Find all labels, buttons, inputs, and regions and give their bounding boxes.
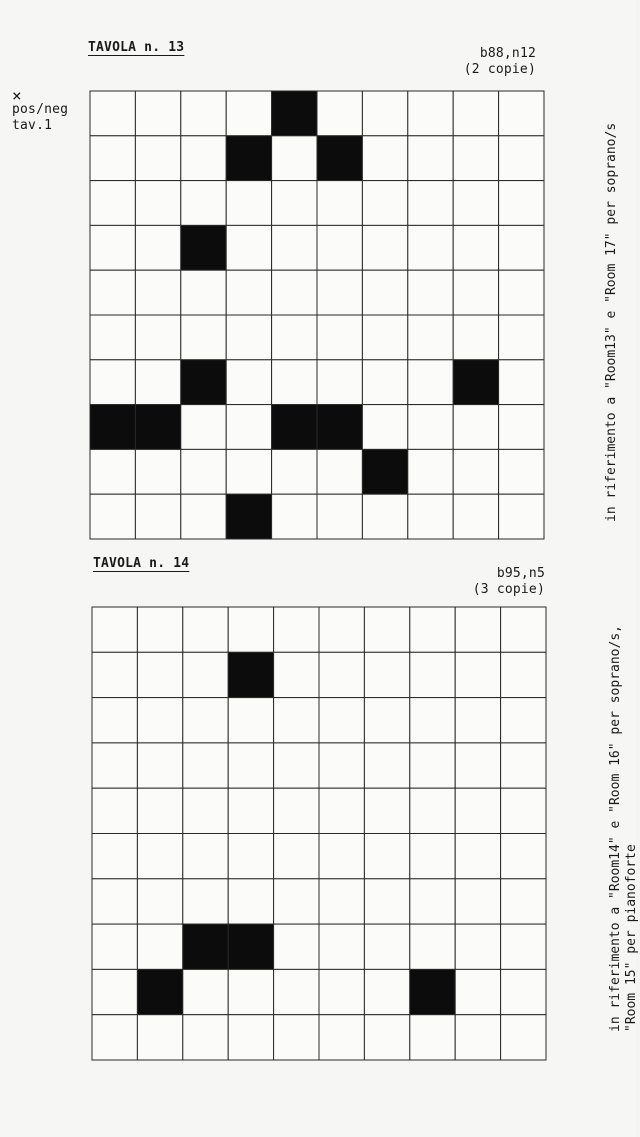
empty-cell [90, 136, 135, 181]
empty-cell [499, 270, 544, 315]
empty-cell [226, 181, 271, 226]
empty-cell [92, 834, 137, 879]
empty-cell [455, 743, 500, 788]
empty-cell [364, 879, 409, 924]
empty-cell [92, 879, 137, 924]
empty-cell [226, 405, 271, 450]
empty-cell [319, 969, 364, 1014]
table-14-side-text-line2: "Room 15" per pianoforte [624, 844, 639, 1032]
empty-cell [410, 924, 455, 969]
empty-cell [135, 136, 180, 181]
empty-cell [274, 743, 319, 788]
empty-cell [319, 743, 364, 788]
empty-cell [135, 449, 180, 494]
empty-cell [453, 91, 498, 136]
empty-cell [181, 449, 226, 494]
empty-cell [501, 788, 546, 833]
empty-cell [92, 969, 137, 1014]
empty-cell [317, 449, 362, 494]
empty-cell [319, 924, 364, 969]
empty-cell [453, 315, 498, 360]
empty-cell [90, 270, 135, 315]
empty-cell [183, 652, 228, 697]
empty-cell [453, 181, 498, 226]
empty-cell [228, 879, 273, 924]
empty-cell [362, 91, 407, 136]
empty-cell [364, 924, 409, 969]
table-14-title: TAVOLA n. 14 [93, 556, 190, 571]
empty-cell [455, 607, 500, 652]
empty-cell [317, 360, 362, 405]
filled-cell [226, 136, 271, 181]
empty-cell [272, 360, 317, 405]
empty-cell [319, 879, 364, 924]
empty-cell [272, 494, 317, 539]
empty-cell [410, 743, 455, 788]
empty-cell [362, 225, 407, 270]
empty-cell [499, 225, 544, 270]
empty-cell [228, 607, 273, 652]
empty-cell [90, 91, 135, 136]
table-13-side-text: in riferimento a "Room13" e "Room 17" per soprano/s [604, 122, 619, 522]
empty-cell [135, 225, 180, 270]
empty-cell [499, 405, 544, 450]
empty-cell [92, 652, 137, 697]
empty-cell [228, 969, 273, 1014]
empty-cell [137, 607, 182, 652]
empty-cell [453, 270, 498, 315]
empty-cell [183, 788, 228, 833]
empty-cell [499, 91, 544, 136]
empty-cell [410, 834, 455, 879]
empty-cell [274, 698, 319, 743]
empty-cell [455, 969, 500, 1014]
filled-cell [183, 924, 228, 969]
empty-cell [181, 315, 226, 360]
empty-cell [272, 136, 317, 181]
filled-cell [90, 405, 135, 450]
empty-cell [455, 924, 500, 969]
table-14-grid [91, 606, 547, 1061]
table-14-code: b95,n5 [496, 566, 545, 581]
empty-cell [362, 181, 407, 226]
filled-cell [226, 494, 271, 539]
empty-cell [362, 136, 407, 181]
table-13-grid [89, 90, 545, 540]
empty-cell [453, 136, 498, 181]
empty-cell [274, 924, 319, 969]
empty-cell [135, 181, 180, 226]
empty-cell [455, 1015, 500, 1060]
filled-cell [181, 225, 226, 270]
empty-cell [137, 834, 182, 879]
filled-cell [228, 652, 273, 697]
filled-cell [362, 449, 407, 494]
empty-cell [228, 1015, 273, 1060]
empty-cell [408, 494, 453, 539]
filled-cell [137, 969, 182, 1014]
empty-cell [319, 652, 364, 697]
empty-cell [137, 879, 182, 924]
empty-cell [408, 405, 453, 450]
empty-cell [274, 879, 319, 924]
empty-cell [274, 788, 319, 833]
empty-cell [501, 834, 546, 879]
empty-cell [453, 449, 498, 494]
empty-cell [272, 181, 317, 226]
empty-cell [92, 743, 137, 788]
empty-cell [408, 91, 453, 136]
empty-cell [362, 494, 407, 539]
empty-cell [226, 225, 271, 270]
empty-cell [226, 315, 271, 360]
empty-cell [501, 698, 546, 743]
empty-cell [499, 315, 544, 360]
empty-cell [410, 652, 455, 697]
empty-cell [90, 360, 135, 405]
empty-cell [226, 91, 271, 136]
empty-cell [181, 136, 226, 181]
side-note-line1: pos/neg [12, 102, 69, 117]
empty-cell [137, 788, 182, 833]
side-note-line2: tav.1 [12, 118, 53, 133]
empty-cell [226, 360, 271, 405]
empty-cell [364, 1015, 409, 1060]
empty-cell [135, 494, 180, 539]
empty-cell [135, 91, 180, 136]
empty-cell [499, 136, 544, 181]
empty-cell [181, 494, 226, 539]
empty-cell [455, 834, 500, 879]
empty-cell [364, 834, 409, 879]
filled-cell [228, 924, 273, 969]
filled-cell [272, 91, 317, 136]
empty-cell [137, 1015, 182, 1060]
empty-cell [362, 405, 407, 450]
empty-cell [319, 1015, 364, 1060]
empty-cell [228, 743, 273, 788]
table-13-copies: (2 copie) [463, 62, 536, 77]
empty-cell [137, 698, 182, 743]
empty-cell [499, 494, 544, 539]
empty-cell [317, 494, 362, 539]
empty-cell [183, 698, 228, 743]
empty-cell [455, 652, 500, 697]
empty-cell [137, 924, 182, 969]
empty-cell [274, 1015, 319, 1060]
empty-cell [501, 743, 546, 788]
empty-cell [183, 879, 228, 924]
empty-cell [272, 449, 317, 494]
empty-cell [408, 136, 453, 181]
empty-cell [90, 449, 135, 494]
table-14-copies: (3 copie) [472, 582, 545, 597]
empty-cell [408, 449, 453, 494]
empty-cell [410, 788, 455, 833]
empty-cell [181, 181, 226, 226]
table-14-side-text-line1: in riferimento a "Room14" e "Room 16" per soprano/s, [608, 625, 623, 1032]
empty-cell [499, 449, 544, 494]
empty-cell [501, 1015, 546, 1060]
empty-cell [135, 270, 180, 315]
empty-cell [408, 181, 453, 226]
empty-cell [274, 834, 319, 879]
empty-cell [408, 225, 453, 270]
filled-cell [410, 969, 455, 1014]
empty-cell [183, 743, 228, 788]
table-13-code: b88,n12 [479, 46, 536, 61]
empty-cell [501, 652, 546, 697]
empty-cell [181, 91, 226, 136]
empty-cell [453, 405, 498, 450]
filled-cell [135, 405, 180, 450]
empty-cell [272, 270, 317, 315]
filled-cell [181, 360, 226, 405]
empty-cell [455, 788, 500, 833]
empty-cell [90, 494, 135, 539]
filled-cell [272, 405, 317, 450]
cross-mark: × [12, 86, 22, 105]
filled-cell [317, 136, 362, 181]
empty-cell [364, 969, 409, 1014]
empty-cell [364, 698, 409, 743]
empty-cell [274, 607, 319, 652]
empty-cell [501, 969, 546, 1014]
empty-cell [410, 698, 455, 743]
empty-cell [410, 1015, 455, 1060]
empty-cell [364, 607, 409, 652]
empty-cell [362, 360, 407, 405]
empty-cell [501, 879, 546, 924]
empty-cell [362, 315, 407, 360]
empty-cell [90, 225, 135, 270]
empty-cell [408, 270, 453, 315]
empty-cell [499, 181, 544, 226]
empty-cell [274, 652, 319, 697]
empty-cell [181, 405, 226, 450]
empty-cell [92, 607, 137, 652]
empty-cell [92, 788, 137, 833]
empty-cell [92, 1015, 137, 1060]
empty-cell [364, 743, 409, 788]
empty-cell [455, 879, 500, 924]
empty-cell [319, 698, 364, 743]
empty-cell [135, 315, 180, 360]
empty-cell [226, 449, 271, 494]
empty-cell [453, 225, 498, 270]
empty-cell [408, 360, 453, 405]
empty-cell [226, 270, 271, 315]
empty-cell [228, 834, 273, 879]
empty-cell [181, 270, 226, 315]
empty-cell [410, 879, 455, 924]
empty-cell [317, 91, 362, 136]
empty-cell [317, 225, 362, 270]
empty-cell [453, 494, 498, 539]
empty-cell [137, 743, 182, 788]
empty-cell [183, 1015, 228, 1060]
empty-cell [317, 315, 362, 360]
empty-cell [501, 607, 546, 652]
empty-cell [499, 360, 544, 405]
empty-cell [364, 652, 409, 697]
empty-cell [319, 607, 364, 652]
empty-cell [228, 788, 273, 833]
empty-cell [137, 652, 182, 697]
empty-cell [90, 315, 135, 360]
empty-cell [274, 969, 319, 1014]
empty-cell [501, 924, 546, 969]
empty-cell [408, 315, 453, 360]
empty-cell [455, 698, 500, 743]
empty-cell [272, 225, 317, 270]
empty-cell [317, 181, 362, 226]
empty-cell [228, 698, 273, 743]
empty-cell [90, 181, 135, 226]
table-13-title: TAVOLA n. 13 [88, 40, 185, 55]
filled-cell [317, 405, 362, 450]
empty-cell [92, 924, 137, 969]
empty-cell [317, 270, 362, 315]
empty-cell [272, 315, 317, 360]
filled-cell [453, 360, 498, 405]
empty-cell [410, 607, 455, 652]
empty-cell [183, 607, 228, 652]
empty-cell [92, 698, 137, 743]
empty-cell [183, 969, 228, 1014]
empty-cell [183, 834, 228, 879]
empty-cell [319, 788, 364, 833]
empty-cell [135, 360, 180, 405]
empty-cell [362, 270, 407, 315]
empty-cell [319, 834, 364, 879]
empty-cell [364, 788, 409, 833]
